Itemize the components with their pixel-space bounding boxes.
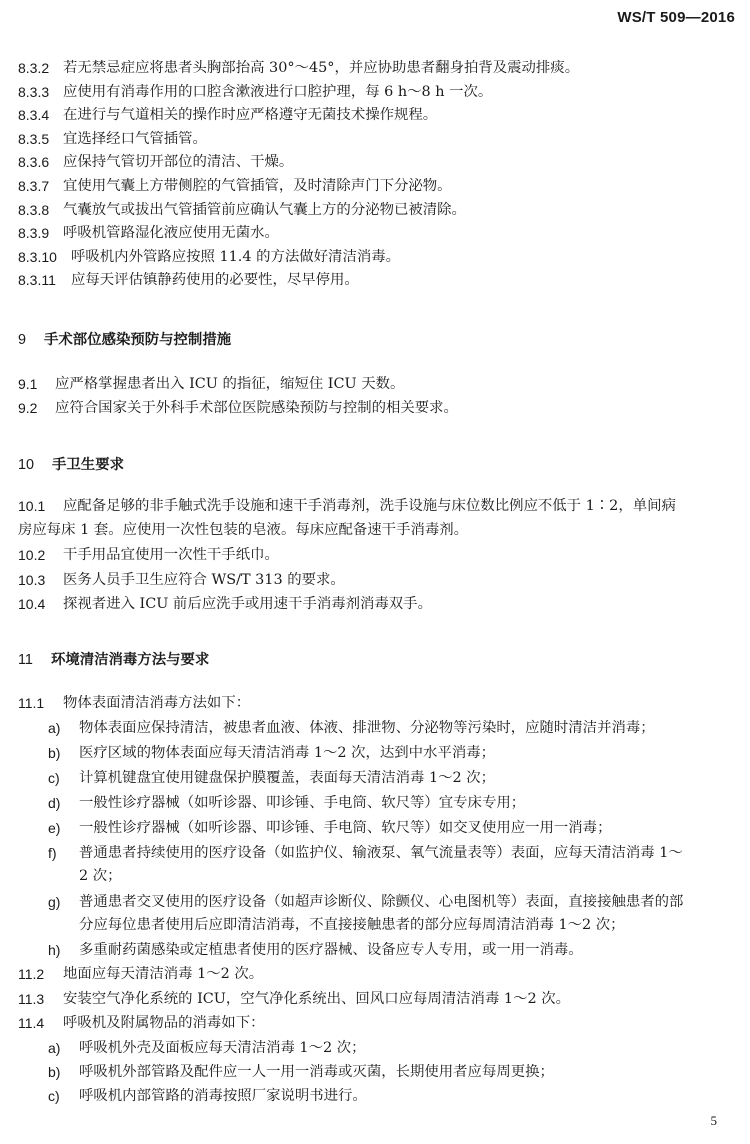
section-8-item-text: 呼吸机内外管路应按照 11.4 的方法做好清洁消毒。 bbox=[71, 248, 401, 265]
section-8-item-text: 宜选择经口气管插管。 bbox=[63, 130, 207, 147]
page-number: 5 bbox=[710, 1113, 717, 1128]
section-8-item-number: 8.3.6 bbox=[18, 154, 50, 171]
section-8-item-number: 8.3.9 bbox=[18, 225, 50, 242]
section-9-item-number: 9.1 bbox=[18, 376, 38, 392]
section-10-item-number: 10.2 bbox=[18, 547, 46, 563]
section-8-item-number: 8.3.8 bbox=[18, 201, 50, 218]
section-8-item-text: 气囊放气或拔出气管插管前应确认气囊上方的分泌物已被清除。 bbox=[63, 201, 466, 218]
section-9-heading: 9 手术部位感染预防与控制措施 bbox=[18, 332, 232, 348]
section-8-item-text: 应使用有消毒作用的口腔含漱液进行口腔护理，每 6 h～8 h 一次。 bbox=[63, 83, 493, 100]
section-9-item-text: 应严格掌握患者出入 ICU 的指征，缩短住 ICU 天数。 bbox=[55, 376, 405, 392]
section-10-item-text: 探视者进入 ICU 前后应洗手或用速干手消毒剂消毒双手。 bbox=[63, 596, 432, 612]
document-page: WS/T 509—2016 8.3.2 若无禁忌症应将患者头胸部抬高 30°～45°，并应协助患者翻身拍背及震动排痰。 8.3.3 应使用有消毒作用的口腔含漱液进行口腔护理，每 6 h～8 h 一次。 8.3.4 在进行与气道相关的操作时应严格遵守无菌技术操作规程。 8.3.5 宜选择经口气管插管。 8.3.6 应保持气管切开部位的清洁、干燥。 8.3.7 宜使用气囊上方带侧腔的气管插管，及时清除声门下分泌物。 8.3.8 气囊放气或拔出气管插管前应确认气囊上方的分泌物已被清除。 8.3.9 呼吸机管路湿化液应使用无菌水。 8.3.10 呼吸机内外管路应按照 11.4 的方法做好清洁消毒。 8.3.11 应每天评估镇静药使用的必要性，尽早停用。 9 手术部位感染预防与控制措施 9.1 应严格掌握患者出入 ICU 的指征，缩短住 ICU 天数。 9.2 应符合国家关于外科手术部位医院感染预防与控制的相关要求。 10 手卫生要求 10.1 应配备足够的非手触式洗手设施和速干手消毒剂，洗手设施与床位数比例应不低于 1∶2，单间病 房应每床 1 套。应使用一次性包装的皂液。每床应配备速干手消毒剂。 10.2 干手用品宜使用一次性干手纸巾。 10.3 医务人员手卫生应符合 WS/T 313 的要求。 10.4 探视者进入 ICU 前后应洗手或用速干手消毒剂消毒双手。 11 环境清洁消毒方法与要求 11.1 物体表面清洁消毒方法如下： a) 物体表面应保持清洁，被患者血液、体液、排泄物、分泌物等污染时，应随时清洁并消毒； b) 医疗区域的物体表面应每天清洁消毒 1～2 次，达到中水平消毒； c) 计算机键盘宜使用键盘保护膜覆盖，表面每天清洁消毒 1～2 次； d) 一般性诊疗器械（如听诊器、叩诊锤、手电筒、软尺等）宜专床专用； e) 一般性诊疗器械（如听诊器、叩诊锤、手电筒、软尺等）如交叉使用应一用一消毒； f) 普通患者持续使用的医疗设备（如监护仪、输液泵、氧气流量表等）表面，应每天清洁消毒 1～ 2 次； g) 普通患者交叉使用的医疗设备（如超声诊断仪、除颤仪、心电图机等）表面，直接接触患者的部 分应每位患者使用后应即清洁消毒，不直接接触患者的部分应每周清洁消毒 1～2 次； h) 多重耐药菌感染或定植患者使用的医疗器械、设备应专人专用，或一用一消毒。 11.2 地面应每天清洁消毒 1～2 次。 11.3 安装空气净化系统的 ICU，空气净化系统出、回风口应每周清洁消毒 1～2 次。 11.4 呼吸机及附属物品的消毒如下： a) 呼吸机外壳及面板应每天清洁消毒 1～2 次； b) 呼吸机外部管路及配件应一人一用一消毒或灭菌，长期使用者应每周更换； c) 呼吸机内部管路的消毒按照厂家说明书进行。 5 bbox=[18, 9, 735, 1128]
section-8-item-text: 应保持气管切开部位的清洁、干燥。 bbox=[63, 154, 294, 171]
section-8-item-text: 应每天评估镇静药使用的必要性，尽早停用。 bbox=[71, 272, 359, 289]
section-9-item-text: 应符合国家关于外科手术部位医院感染预防与控制的相关要求。 bbox=[55, 400, 458, 416]
section-10-item-number: 10.3 bbox=[18, 571, 46, 588]
section-10-item-text: 干手用品宜使用一次性干手纸巾。 bbox=[63, 547, 279, 563]
section-8-item-number: 8.3.4 bbox=[18, 107, 50, 124]
section-10-item-number: 10.4 bbox=[18, 596, 46, 612]
section-8-item-text: 若无禁忌症应将患者头胸部抬高 30°～45°，并应协助患者翻身拍背及震动排痰。 bbox=[63, 60, 580, 76]
section-8-item-number: 8.3.2 bbox=[18, 60, 50, 76]
section-10-item-text: 医务人员手卫生应符合 WS/T 313 的要求。 bbox=[63, 571, 345, 588]
section-8-item-number: 8.3.3 bbox=[18, 83, 50, 100]
standard-code: WS/T 509—2016 bbox=[617, 9, 735, 26]
section-8-item-text: 宜使用气囊上方带侧腔的气管插管，及时清除声门下分泌物。 bbox=[63, 178, 452, 194]
section-8-item-number: 8.3.11 bbox=[18, 272, 56, 289]
section-8-item-text: 在进行与气道相关的操作时应严格遵守无菌技术操作规程。 bbox=[63, 107, 438, 124]
section-11-heading: 11 环境清洁消毒方法与要求 bbox=[18, 652, 210, 668]
section-8-item-number: 8.3.7 bbox=[18, 178, 50, 194]
section-8-item-text: 呼吸机管路湿化液应使用无菌水。 bbox=[63, 225, 279, 242]
section-8-item-number: 8.3.10 bbox=[18, 248, 57, 265]
section-10-heading: 10 手卫生要求 bbox=[18, 457, 124, 473]
section-9-item-number: 9.2 bbox=[18, 400, 38, 416]
section-8-item-number: 8.3.5 bbox=[18, 130, 50, 147]
